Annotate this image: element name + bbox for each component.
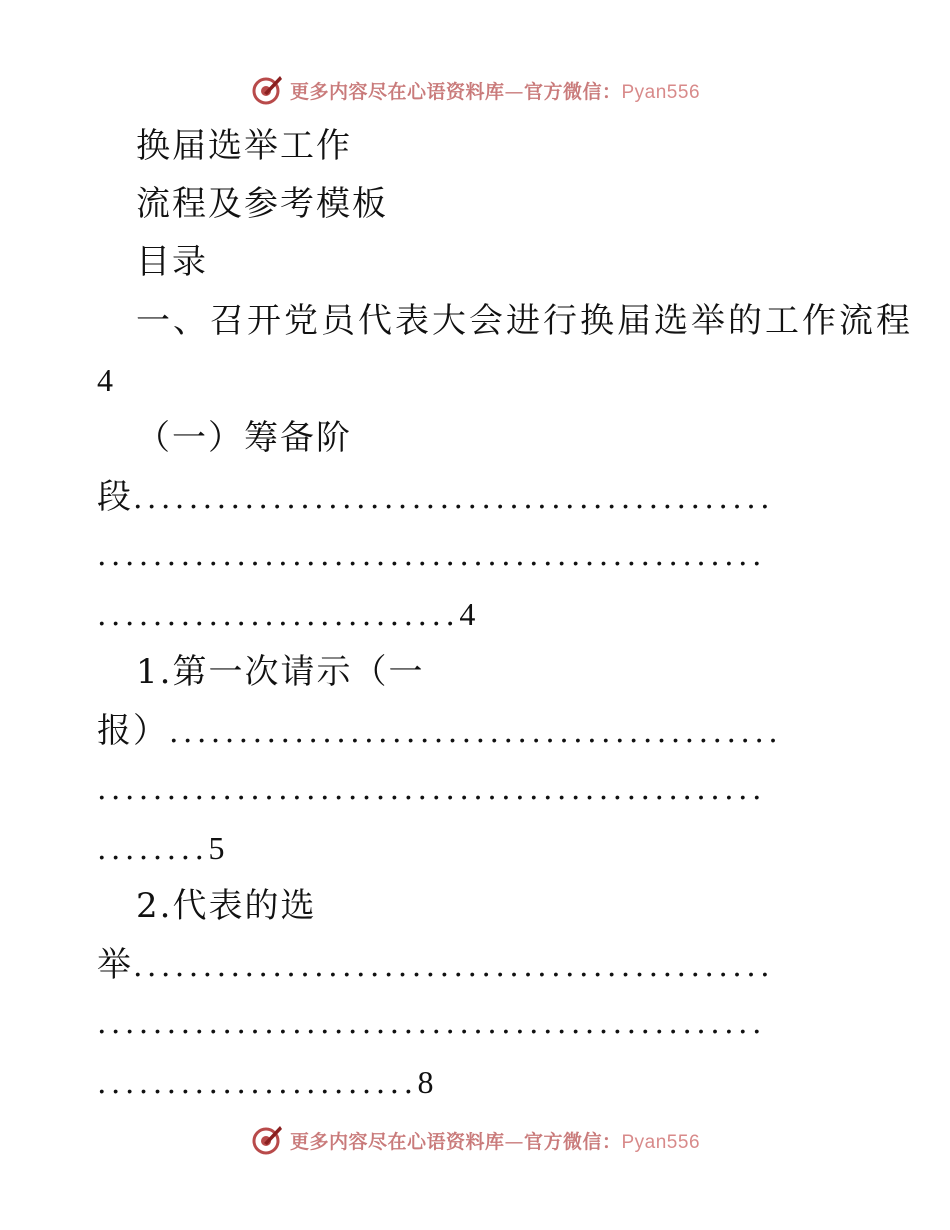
toc-item-2-leader: 举.............................................. <box>97 945 775 985</box>
toc-item-1-page-line: ........5 <box>97 830 225 867</box>
toc-leader-line: ................................................ <box>97 1006 766 1041</box>
toc-subsection-1-title: （一）筹备阶 <box>136 418 352 458</box>
toc-heading: 目录 <box>136 242 208 282</box>
quill-logo-icon <box>250 73 284 107</box>
watermark-footer <box>0 1120 950 1160</box>
doc-title-line-2: 流程及参考模板 <box>136 184 388 224</box>
toc-subsection-1-page-line: ..........................4 <box>97 596 476 633</box>
toc-item-1-leader: 报）............................................ <box>97 711 783 751</box>
toc-item-2-title: 2.代表的选 <box>136 886 317 926</box>
watermark-header <box>0 70 950 110</box>
watermark-text: 更多内容尽在心语资料库—官方微信：Pyan556 <box>289 1130 701 1153</box>
doc-title-line-1: 换届选举工作 <box>136 126 352 166</box>
toc-leader-line: ................................................ <box>97 772 766 807</box>
watermark-text: 更多内容尽在心语资料库—官方微信：Pyan556 <box>289 80 701 103</box>
quill-logo-icon <box>250 1123 284 1157</box>
toc-subsection-1-leader: 段.............................................. <box>97 477 775 517</box>
toc-item-2-page-line: .......................8 <box>97 1064 434 1101</box>
toc-leader-line: ................................................ <box>97 538 766 573</box>
toc-section-1-page: 4 <box>97 362 113 398</box>
toc-section-1-title: 一、召开党员代表大会进行换届选举的工作流程 <box>136 301 913 341</box>
toc-item-1-title: 1.第一次请示（一 <box>136 652 425 692</box>
